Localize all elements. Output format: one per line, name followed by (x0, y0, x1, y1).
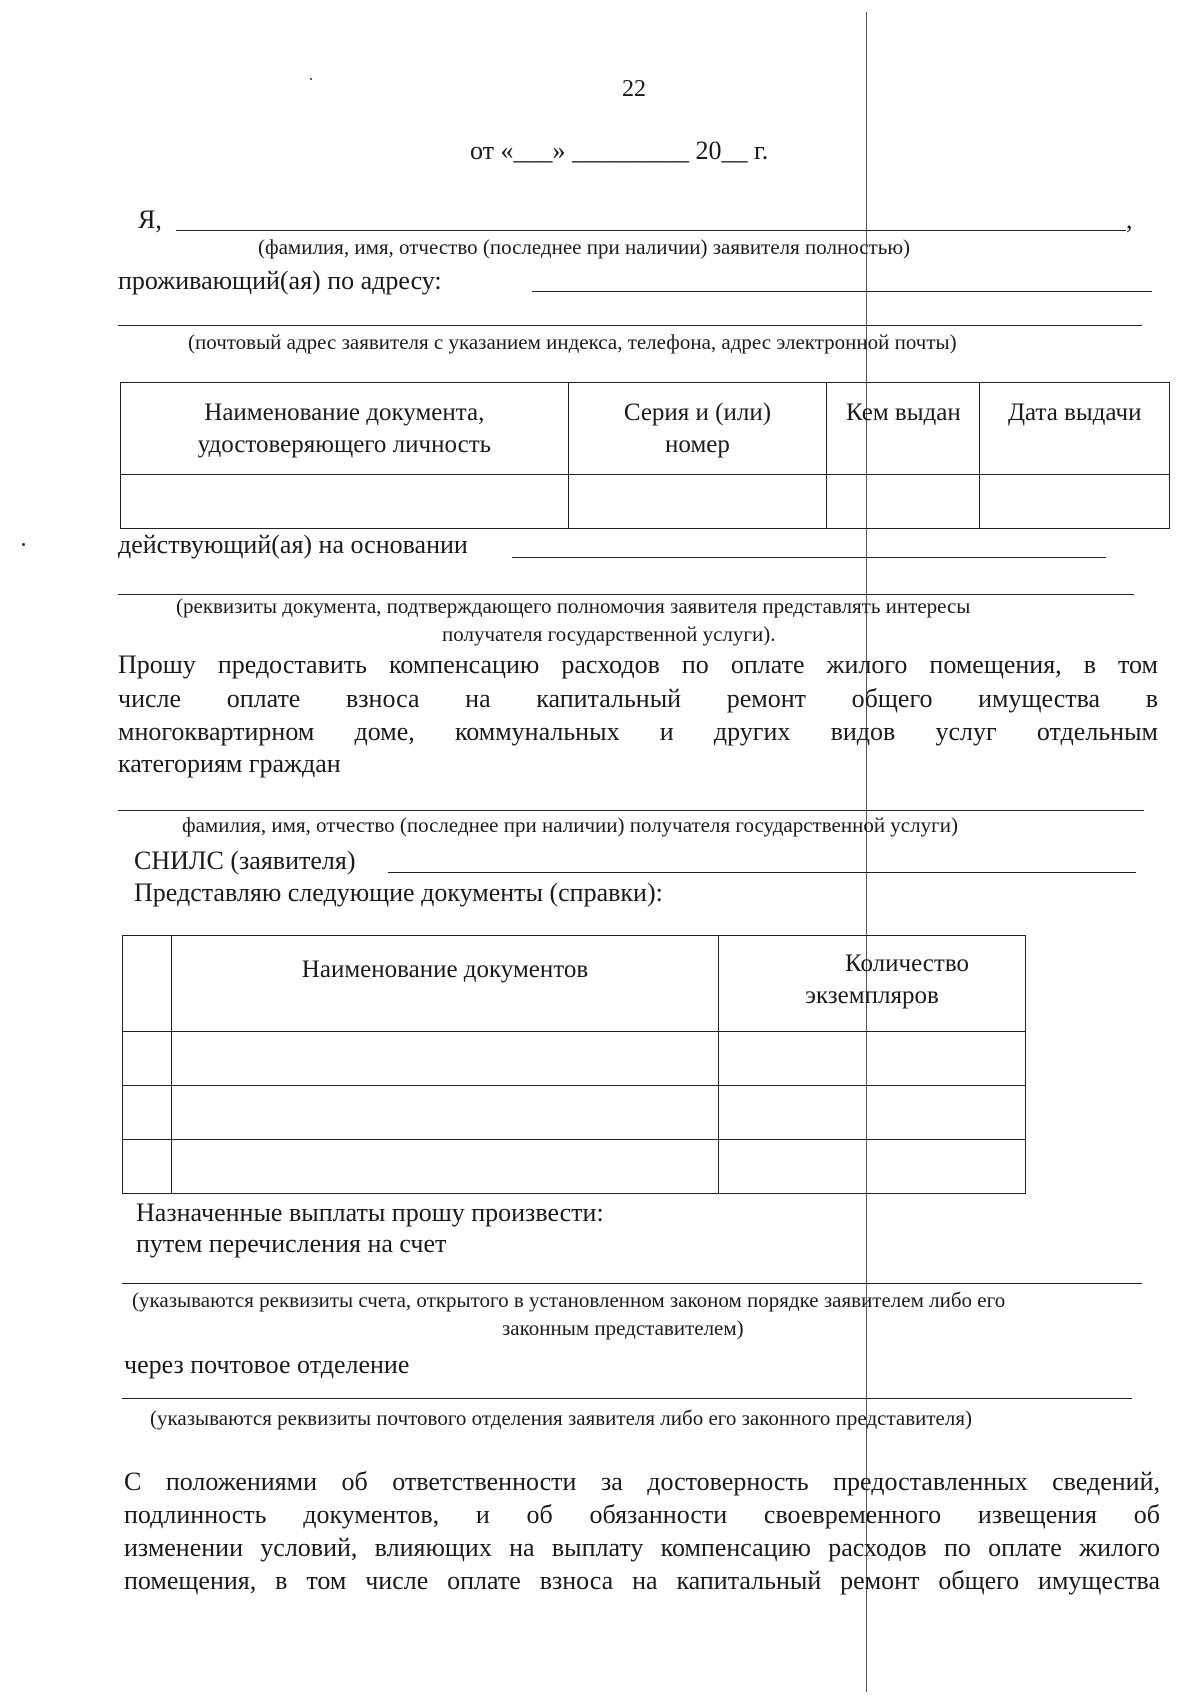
applicant-name-caption: (фамилия, имя, отчество (последнее при наличии) заявителя полностью) (258, 235, 910, 259)
docs-table-cell[interactable] (172, 1140, 719, 1194)
basis-label: действующий(ая) на основании (118, 530, 468, 559)
basis-caption-line2: получателя государственной услуги). (442, 622, 776, 646)
applicant-prefix: Я, (138, 205, 162, 234)
id-table-header-name: Наименование документа, удостоверяющего личность (121, 383, 569, 475)
recipient-caption: фамилия, имя, отчество (последнее при наличии) получателя государственной услуги) (182, 813, 958, 837)
liability-line-1: С положениями об ответственности за достоверность предоставленных сведений, (124, 1467, 1160, 1496)
docs-table-header-count-line1: Количество (845, 950, 969, 977)
id-table-cell[interactable] (980, 475, 1170, 529)
liability-line-3: изменении условий, влияющих на выплату компенсацию расходов по оплате жилого (124, 1533, 1160, 1562)
id-table-header-issuer: Кем выдан (827, 383, 980, 475)
post-caption: (указываются реквизиты почтового отделения заявителя либо его законного представителя) (150, 1406, 972, 1430)
documents-table (122, 935, 1026, 1194)
docs-table-cell[interactable] (172, 1032, 719, 1086)
docs-table-cell[interactable] (719, 1032, 1026, 1086)
request-line-4: категориям граждан (118, 749, 341, 778)
liability-line-2: подлинность документов, и об обязанности своевременного извещения об (124, 1500, 1160, 1529)
id-document-table (120, 382, 1170, 529)
request-line-3: многоквартирном доме, коммунальных и других видов услуг отдельным (118, 717, 1158, 746)
page-number: 22 (622, 76, 646, 102)
id-table-cell[interactable] (827, 475, 980, 529)
applicant-comma: , (1126, 205, 1133, 234)
docs-table-header-count-line2: экземпляров (805, 982, 939, 1009)
docs-table-cell[interactable] (123, 1086, 172, 1140)
scan-speck (310, 78, 312, 80)
id-table-header-date: Дата выдачи (980, 383, 1170, 475)
docs-table-cell[interactable] (123, 1032, 172, 1086)
post-label: через почтовое отделение (124, 1350, 410, 1379)
basis-field[interactable] (512, 557, 1106, 558)
address-field[interactable] (532, 291, 1152, 292)
recipient-name-field[interactable] (118, 810, 1144, 811)
address-field-line2[interactable] (118, 325, 1142, 326)
payment-intro: Назначенные выплаты прошу произвести: (136, 1198, 604, 1227)
post-office-field[interactable] (122, 1398, 1132, 1399)
snils-field[interactable] (388, 872, 1136, 873)
request-line-2: числе оплате взноса на капитальный ремонт общего имущества в (118, 684, 1158, 713)
snils-label: СНИЛС (заявителя) (134, 846, 356, 875)
account-caption-line1: (указываются реквизиты счета, открытого в установленном законом порядке заявителем либо его (132, 1288, 1006, 1312)
request-line-1: Прошу предоставить компенсацию расходов по оплате жилого помещения, в том (118, 650, 1158, 679)
address-label: проживающий(ая) по адресу: (118, 266, 442, 295)
basis-caption-line1: (реквизиты документа, подтверждающего полномочия заявителя представлять интересы (176, 594, 971, 618)
applicant-name-field[interactable] (176, 230, 1126, 231)
account-field[interactable] (122, 1283, 1142, 1284)
documents-intro: Представляю следующие документы (справки): (134, 878, 663, 907)
account-label: путем перечисления на счет (136, 1229, 447, 1258)
docs-table-index-header (123, 936, 172, 1032)
docs-table-header-count (719, 936, 1026, 1032)
docs-table-cell[interactable] (719, 1086, 1026, 1140)
date-line: от «___» _________ 20__ г. (470, 136, 769, 165)
account-caption-line2: законным представителем) (502, 1316, 744, 1340)
docs-table-cell[interactable] (172, 1086, 719, 1140)
scan-speck (22, 543, 25, 546)
id-table-header-series: Серия и (или) номер (568, 383, 827, 475)
id-table-cell[interactable] (121, 475, 569, 529)
scan-fold-line (866, 12, 867, 1692)
address-caption: (почтовый адрес заявителя с указанием индекса, телефона, адрес электронной почты) (188, 330, 957, 354)
id-table-cell[interactable] (568, 475, 827, 529)
docs-table-cell[interactable] (719, 1140, 1026, 1194)
docs-table-header-name: Наименование документов (172, 936, 719, 1032)
liability-line-4: помещения, в том числе оплате взноса на капитальный ремонт общего имущества (124, 1566, 1160, 1595)
docs-table-cell[interactable] (123, 1140, 172, 1194)
